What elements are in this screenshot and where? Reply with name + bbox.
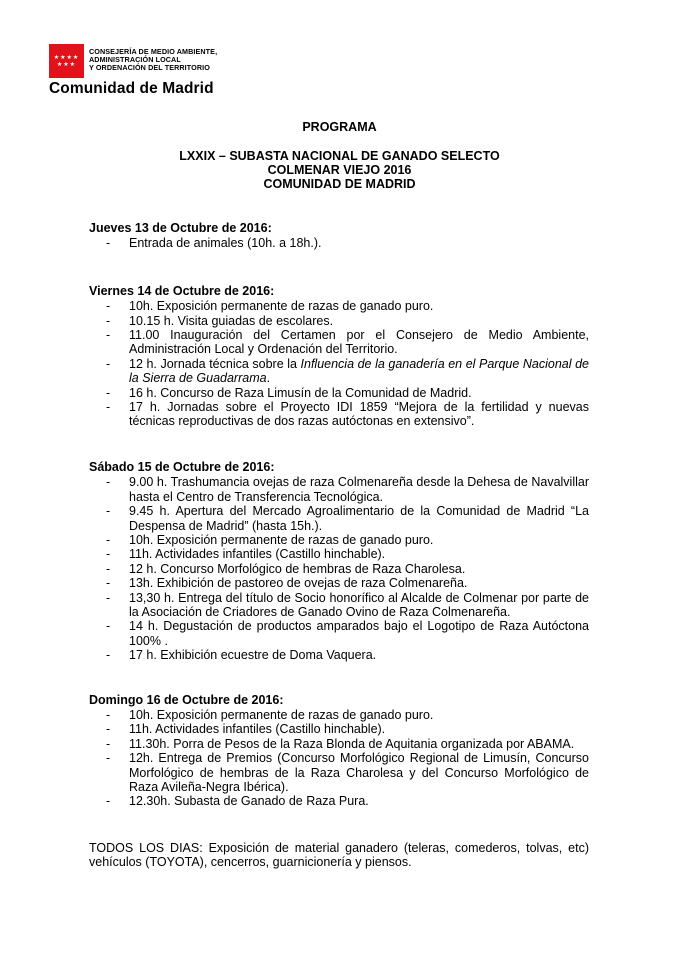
list-item: - 12h. Entrega de Premios (Concurso Morfológico Regional de Limusín, Concurso Morfológico de hembras de la Raza Charolesa y del Concurso Morfológico de Raza Avileña-Negra Ibérica). (106, 751, 589, 794)
list-item: - 12 h. Concurso Morfológico de hembras de Raza Charolesa. (106, 561, 466, 576)
list-item: - 13,30 h. Entrega del título de Socio honorífico al Alcalde de Colmenar por parte de la Asociación de Criadores de Ganado Ovino de Raza Colmenareña. (106, 590, 589, 619)
list-item: - 11.30h. Porra de Pesos de la Raza Blonda de Aquitania organizada por ABAMA. (106, 736, 575, 751)
list-item: - 11h. Actividades infantiles (Castillo hinchable). (106, 547, 386, 562)
event-title-line: LXXIX – SUBASTA NACIONAL DE GANADO SELECTO (179, 149, 500, 163)
day-item-list (89, 299, 589, 429)
list-item: - 14 h. Degustación de productos amparados bajo el Logotipo de Raza Autóctona 100% . (106, 619, 589, 648)
list-item: - 11h. Actividades infantiles (Castillo hinchable). (106, 722, 386, 737)
list-item: - Entrada de animales (10h. a 18h.). (106, 236, 322, 251)
list-item: - 10h. Exposición permanente de razas de ganado puro. (106, 532, 434, 547)
list-item: - 10h. Exposición permanente de razas de ganado puro. (106, 299, 434, 314)
list-item: - 10.15 h. Visita guiadas de escolares. (106, 313, 334, 328)
header-logo (49, 44, 249, 100)
day-heading: Jueves 13 de Octubre de 2016: (89, 221, 272, 235)
list-item: - 13h. Exhibición de pastoreo de ovejas de raza Colmenareña. (106, 576, 468, 591)
list-item: - 9.00 h. Trashumancia ovejas de raza Colmenareña desde la Dehesa de Navalvillar hasta el Centro de Transferencia Tecnológica. (106, 475, 589, 504)
day-heading: Sábado 15 de Octubre de 2016: (89, 459, 275, 474)
event-title-line: COLMENAR VIEJO 2016 (267, 163, 412, 177)
list-item: - 9.45 h. Apertura del Mercado Agroalimentario de la Comunidad de Madrid “La Despensa de Madrid” (hasta 15h.). (106, 504, 589, 533)
day-heading: Domingo 16 de Octubre de 2016: (89, 692, 284, 707)
day-section-saturday (89, 460, 589, 663)
day-section-sunday (89, 693, 589, 809)
day-item-list (89, 475, 589, 662)
day-section-thursday (89, 221, 589, 251)
list-item: - 10h. Exposición permanente de razas de ganado puro. (106, 707, 434, 722)
document-titles (0, 119, 679, 191)
list-item: - 17 h. Jornadas sobre el Proyecto IDI 1859 “Mejora de la fertilidad y nuevas técnicas reproductivas de dos razas autóctonas en extensivo”. (106, 400, 589, 429)
logo-organization-name: Comunidad de Madrid (49, 80, 214, 97)
madrid-flag-stars-icon: ★★★★ ★★★ (49, 44, 84, 78)
list-item: - 12.30h. Subasta de Ganado de Raza Pura. (106, 794, 369, 809)
event-title-line: COMUNIDAD DE MADRID (263, 177, 416, 191)
logo-line: Y ORDENACIÓN DEL TERRITORIO (89, 63, 210, 73)
logo-line: CONSEJERÍA DE MEDIO AMBIENTE, (89, 47, 218, 56)
day-heading: Viernes 14 de Octubre de 2016: (89, 283, 275, 298)
day-item-list (89, 236, 589, 250)
page-title: PROGRAMA (302, 120, 377, 134)
list-item: - 16 h. Concurso de Raza Limusín de la Comunidad de Madrid. (106, 385, 472, 400)
list-item: - 17 h. Exhibición ecuestre de Doma Vaquera. (106, 648, 377, 663)
program-content (89, 221, 589, 870)
logo-department-text (89, 48, 249, 73)
day-item-list (89, 708, 589, 809)
logo-line: ADMINISTRACIÓN LOCAL (89, 55, 181, 65)
event-title (0, 149, 679, 191)
list-item: - 12 h. Jornada técnica sobre la Influencia de la ganadería en el Parque Nacional de la Sierra de Guadarrama. (106, 356, 589, 386)
italic-phrase: Influencia de la ganadería en el Parque Nacional de la Sierra de Guadarrama (129, 356, 589, 386)
footer-note: TODOS LOS DIAS: Exposición de material ganadero (teleras, comederos, tolvas, etc) vehículos (TOYOTA), cencerros, guarnicionería y piensos. (89, 840, 589, 870)
list-item: - 11.00 Inauguración del Certamen por el Consejero de Medio Ambiente, Administración Local y Ordenación del Territorio. (106, 328, 589, 357)
day-section-friday (89, 284, 589, 429)
